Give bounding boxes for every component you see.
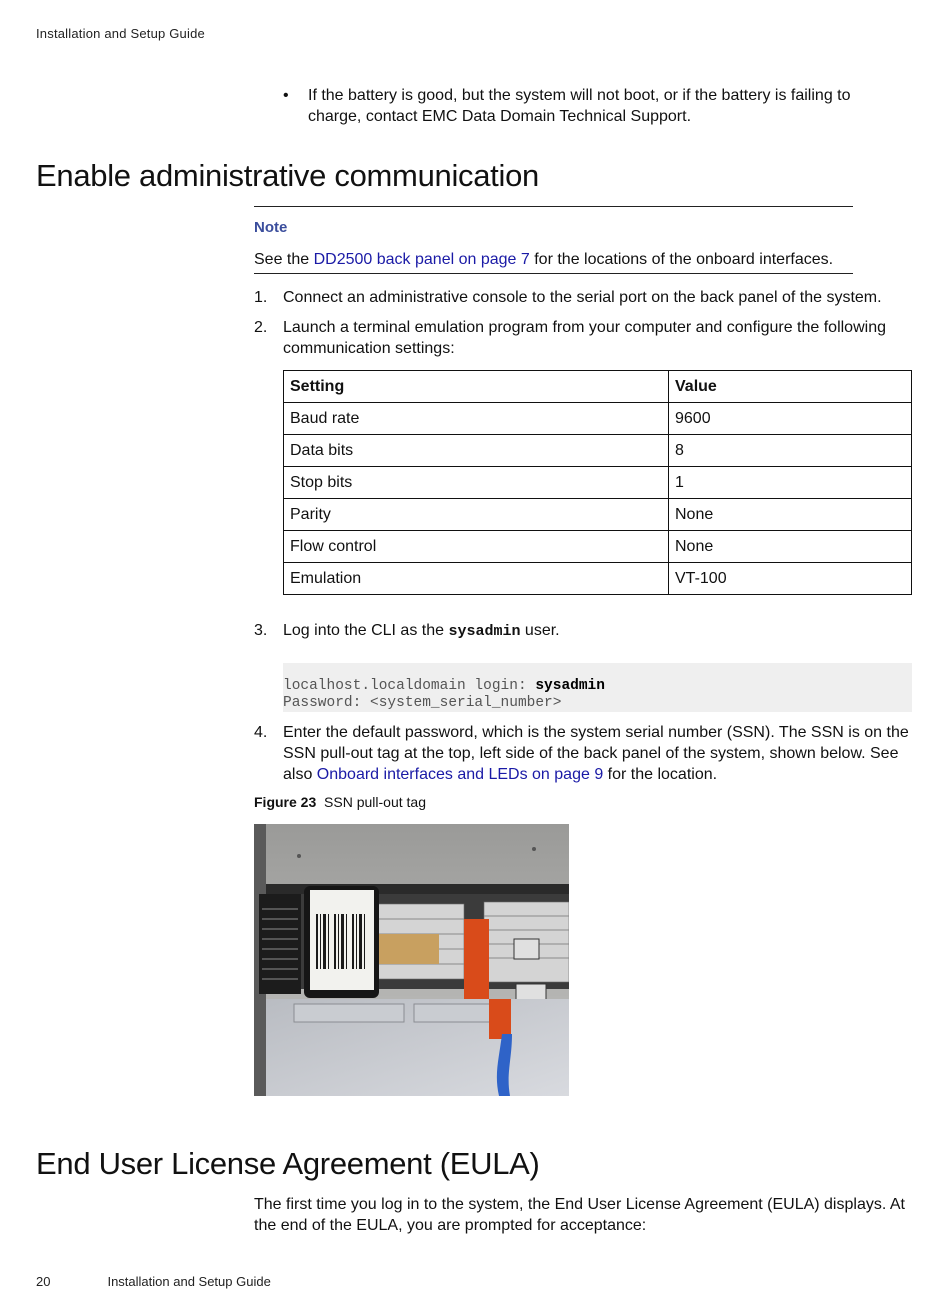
note-prefix: See the <box>254 251 314 268</box>
login-code-block <box>283 663 912 712</box>
table-row <box>284 403 912 435</box>
page-footer <box>36 1274 271 1289</box>
running-header: Installation and Setup Guide <box>36 26 205 41</box>
step-text: Launch a terminal emulation program from your computer and configure the following communication settings: <box>283 319 886 357</box>
step-3 <box>254 620 914 642</box>
section-heading-eula: End User License Agreement (EULA) <box>36 1146 540 1181</box>
note-top-rule <box>254 206 853 207</box>
step-text: Connect an administrative console to the serial port on the back panel of the system. <box>283 289 882 306</box>
figure-caption-text: SSN pull-out tag <box>324 794 426 810</box>
eula-paragraph: The first time you log in to the system, the End User License Agreement (EULA) displays. At the end of the EULA, you are prompted for acceptance: <box>254 1196 905 1234</box>
code-login-prompt: localhost.localdomain login: <box>283 678 536 694</box>
table-cell: Stop bits <box>284 467 669 499</box>
table-cell: 1 <box>669 467 912 499</box>
code-login-user: sysadmin <box>535 678 605 694</box>
bullet-icon: • <box>283 87 289 104</box>
table-cell: None <box>669 531 912 563</box>
battery-bullet <box>283 85 903 127</box>
table-cell: 8 <box>669 435 912 467</box>
table-cell: Flow control <box>284 531 669 563</box>
table-header-row <box>284 371 912 403</box>
table-cell: Emulation <box>284 563 669 595</box>
table-row <box>284 563 912 595</box>
communication-settings-table <box>283 370 912 595</box>
code-line-login <box>283 678 912 695</box>
note-suffix: for the locations of the onboard interfaces. <box>529 251 834 268</box>
step-4 <box>254 722 914 785</box>
step-1 <box>254 287 914 308</box>
table-row <box>284 467 912 499</box>
step-4-suffix: for the location. <box>603 766 718 783</box>
table-cell: None <box>669 499 912 531</box>
step-number: 3. <box>254 622 268 639</box>
table-row <box>284 435 912 467</box>
dd2500-back-panel-link[interactable]: DD2500 back panel on page 7 <box>313 251 530 268</box>
steps-list <box>254 287 914 368</box>
onboard-interfaces-link[interactable]: Onboard interfaces and LEDs on page 9 <box>316 766 604 783</box>
page-number: 20 <box>36 1274 51 1289</box>
note-bottom-rule <box>254 273 853 274</box>
step-2 <box>254 317 914 359</box>
step-number: 2. <box>254 319 268 336</box>
table-row <box>284 531 912 563</box>
sysadmin-user: sysadmin <box>448 623 521 640</box>
table-cell: Parity <box>284 499 669 531</box>
table-cell: Baud rate <box>284 403 669 435</box>
code-line-password: Password: <system_serial_number> <box>283 695 562 711</box>
step-3-suffix: user. <box>520 622 560 639</box>
step-number: 4. <box>254 724 268 741</box>
step-3-prefix: Log into the CLI as the <box>283 622 449 639</box>
step-number: 1. <box>254 289 268 306</box>
figure-label: Figure 23 <box>254 794 317 810</box>
table-row <box>284 499 912 531</box>
table-cell: VT-100 <box>669 563 912 595</box>
note-label: Note <box>254 219 288 236</box>
ssn-pull-out-tag-photo <box>254 824 569 1096</box>
section-heading-admin-comm: Enable administrative communication <box>36 158 539 193</box>
header-setting: Setting <box>284 371 669 403</box>
bullet-text: If the battery is good, but the system will not boot, or if the battery is failing to charge, contact EMC Data Domain Technical Support. <box>308 87 851 125</box>
table-cell: 9600 <box>669 403 912 435</box>
step-4-prefix: Enter the default password, which is the system serial number (SSN). The SSN is on the SSN pull-out tag at the top, left side of the back panel of the system, shown below. See also <box>283 724 909 783</box>
figure-caption <box>254 794 426 810</box>
table-cell: Data bits <box>284 435 669 467</box>
footer-title: Installation and Setup Guide <box>107 1274 271 1289</box>
header-value: Value <box>669 371 912 403</box>
note-text <box>254 250 833 270</box>
